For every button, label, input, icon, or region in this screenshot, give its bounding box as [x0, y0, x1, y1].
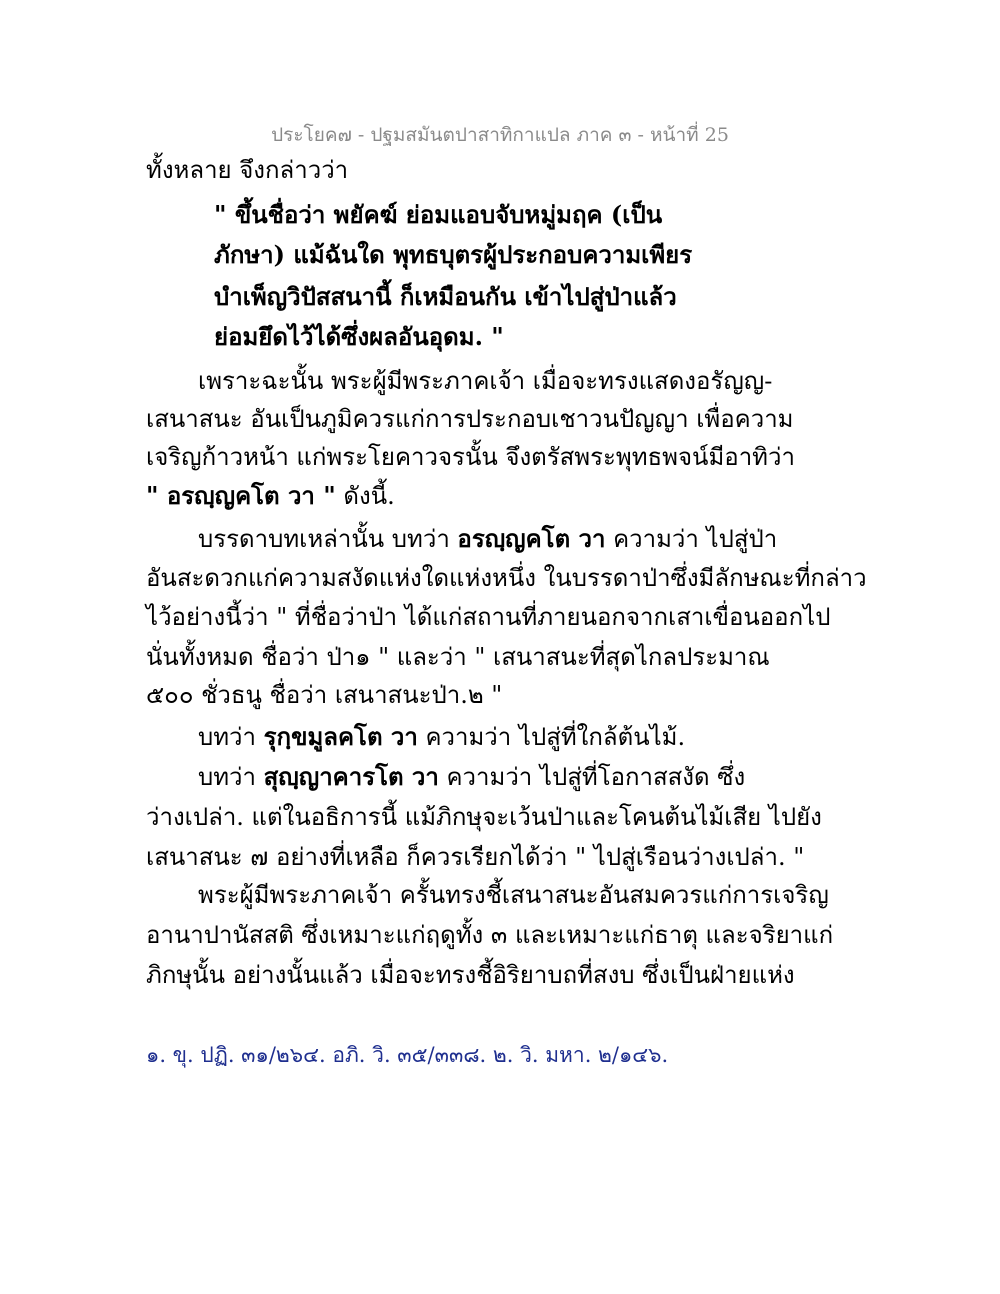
page-header: ประโยค๗ - ปฐมสมันตปาสาทิกาแปล ภาค ๓ - หน้าที่ 25	[271, 124, 729, 146]
text-line: ทั้งหลาย จึงกล่าวว่า	[146, 156, 349, 184]
pali-term: " อรญฺญคโต วา "	[146, 481, 336, 510]
pali-term: รุกฺขมูลคโต วา	[263, 722, 418, 751]
text-fragment: ดังนี้.	[343, 482, 395, 510]
quote-line: ย่อมยึดไว้ได้ซึ่งผลอันอุดม. "	[214, 322, 504, 351]
text-line	[146, 481, 395, 511]
text-fragment: ความว่า ไปสู่ป่า	[605, 525, 778, 553]
text-fragment: ความว่า ไปสู่ที่โอกาสสงัด ซึ่ง	[438, 763, 746, 791]
text-fragment: ความว่า ไปสู่ที่ใกล้ต้นไม้.	[417, 723, 686, 751]
text-line: เสนาสนะ อันเป็นภูมิควรแก่การประกอบเชาวนปัญญา เพื่อความ	[146, 405, 794, 433]
text-line: เจริญก้าวหน้า แก่พระโยคาวจรนั้น จึงตรัสพระพุทธพจน์มีอาทิว่า	[146, 443, 795, 471]
quote-line: บำเพ็ญวิปัสสนานี้ ก็เหมือนกัน เข้าไปสู่ป่าแล้ว	[214, 282, 677, 311]
text-line	[198, 762, 745, 792]
text-line: ภิกษุนั้น อย่างนั้นแล้ว เมื่อจะทรงชี้อิริยาบถที่สงบ ซึ่งเป็นฝ่ายแห่ง	[146, 961, 795, 989]
text-line: อันสะดวกแก่ความสงัดแห่งใดแห่งหนึ่ง ในบรรดาป่าซึ่งมีลักษณะที่กล่าว	[146, 564, 867, 592]
text-line	[198, 722, 685, 752]
text-line	[198, 524, 777, 554]
text-fragment: บทว่า	[198, 763, 264, 791]
text-fragment: บรรดาบทเหล่านั้น บทว่า	[198, 525, 458, 553]
text-line: ๕๐๐ ชั่วธนู ชื่อว่า เสนาสนะป่า.๒ "	[146, 681, 503, 709]
text-line: อานาปานัสสติ ซึ่งเหมาะแก่ฤดูทั้ง ๓ และเหมาะแก่ธาตุ และจริยาแก่	[146, 921, 834, 949]
text-line: พระผู้มีพระภาคเจ้า ครั้นทรงชี้เสนาสนะอันสมควรแก่การเจริญ	[198, 881, 829, 909]
text-fragment: บทว่า	[198, 723, 264, 751]
text-line: เสนาสนะ ๗ อย่างที่เหลือ ก็ควรเรียกได้ว่า " ไปสู่เรือนว่างเปล่า. "	[146, 843, 805, 871]
pali-term: อรญฺญคโต วา	[457, 524, 606, 553]
quote-line: ภักษา) แม้ฉันใด พุทธบุตรผู้ประกอบความเพียร	[214, 240, 693, 269]
text-line: เพราะฉะนั้น พระผู้มีพระภาคเจ้า เมื่อจะทรงแสดงอรัญญ-	[198, 367, 773, 395]
pali-term: สุญฺญาคารโต วา	[263, 762, 439, 791]
text-line: ไว้อย่างนี้ว่า " ที่ชื่อว่าป่า ได้แก่สถานที่ภายนอกจากเสาเขื่อนออกไป	[146, 603, 831, 631]
footnote: ๑. ขุ. ปฏิ. ๓๑/๒๖๔. อภิ. วิ. ๓๕/๓๓๘. ๒. วิ. มหา. ๒/๑๔๖.	[146, 1043, 669, 1067]
text-line: นั่นทั้งหมด ชื่อว่า ป่า๑ " และว่า " เสนาสนะที่สุดไกลประมาณ	[146, 643, 770, 671]
text-line: ว่างเปล่า. แต่ในอธิการนี้ แม้ภิกษุจะเว้นป่าและโคนต้นไม้เสีย ไปยัง	[146, 803, 822, 831]
quote-line: " ขึ้นชื่อว่า พยัคฆ์ ย่อมแอบจับหมู่มฤค (เป็น	[214, 200, 663, 229]
